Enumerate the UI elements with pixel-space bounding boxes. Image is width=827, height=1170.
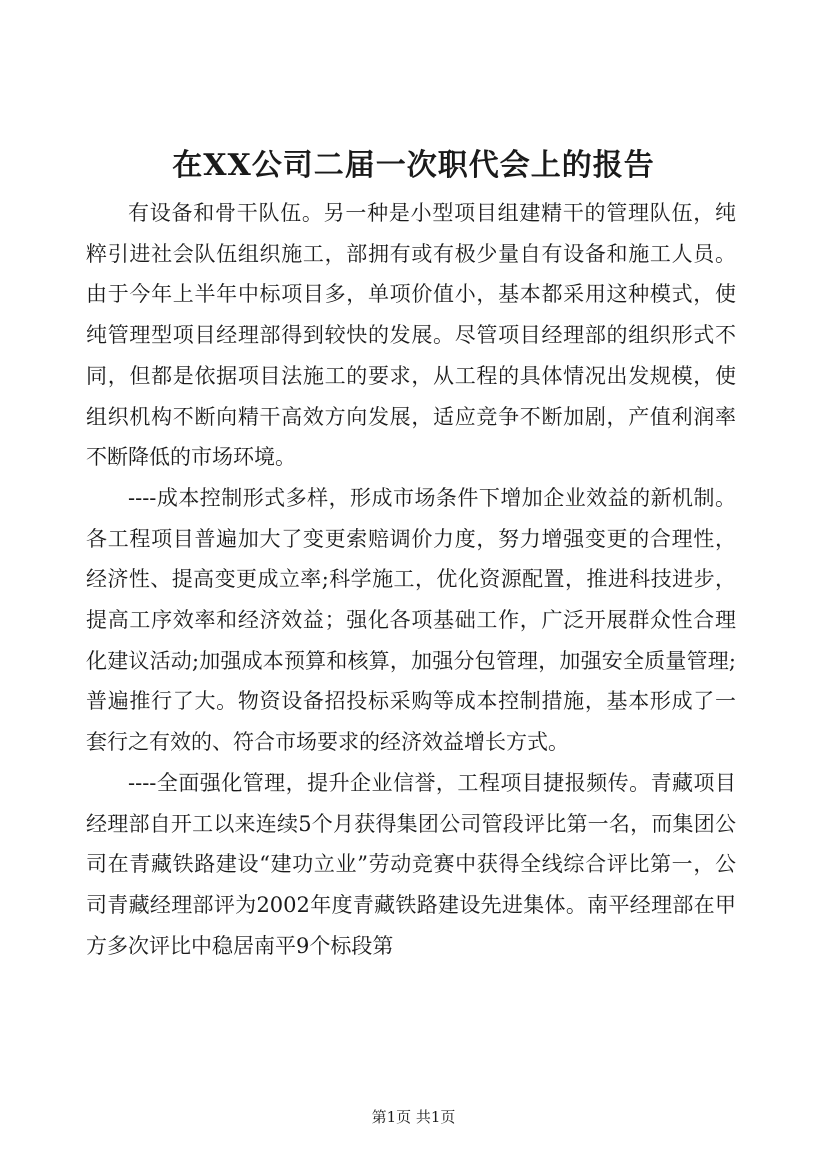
paragraph-2: ----成本控制形式多样，形成市场条件下增加企业效益的新机制。各工程项目普遍加大了变更索赔调价力度，努力增强变更的合理性，经济性、提高变更成立率;科学施工，优化资源配置，推进科技进步，提高工序效率和经济效益；强化各项基础工作，广泛开展群众性合理化建议活动;加强成本预算和核算，加强分包管理，加强安全质量管理;普遍推行了大。物资设备招投标采购等成本控制措施，基本形成了一套行之有效的、符合市场要求的经济效益增长方式。 xyxy=(86,485,736,755)
page-number-footer: 第1页 共1页 xyxy=(371,1108,456,1126)
paragraph-3: ----全面强化管理，提升企业信誉，工程项目捷报频传。青藏项目经理部自开工以来连续5个月获得集团公司管段评比第一名，而集团公司在青藏铁路建设“建功立业”劳动竞赛中获得全线综合评比第一，公司青藏经理部评为2002年度青藏铁路建设先进集体。南平经理部在甲方多次评比中稳居南平9个标段第 xyxy=(86,770,736,958)
document-body xyxy=(86,193,736,966)
paragraph-1: 有设备和骨干队伍。另一种是小型项目组建精干的管理队伍，纯粹引进社会队伍组织施工，部拥有或有极少量自有设备和施工人员。由于今年上半年中标项目多，单项价值小，基本都采用这种模式，使纯管理型项目经理部得到较快的发展。尽管项目经理部的组织形式不同，但都是依据项目法施工的要求，从工程的具体情况出发规模，使组织机构不断向精干高效方向发展，适应竞争不断加剧，产值利润率不断降低的市场环境。 xyxy=(86,201,736,470)
document-title: 在XX公司二届一次职代会上的报告 xyxy=(172,148,655,183)
